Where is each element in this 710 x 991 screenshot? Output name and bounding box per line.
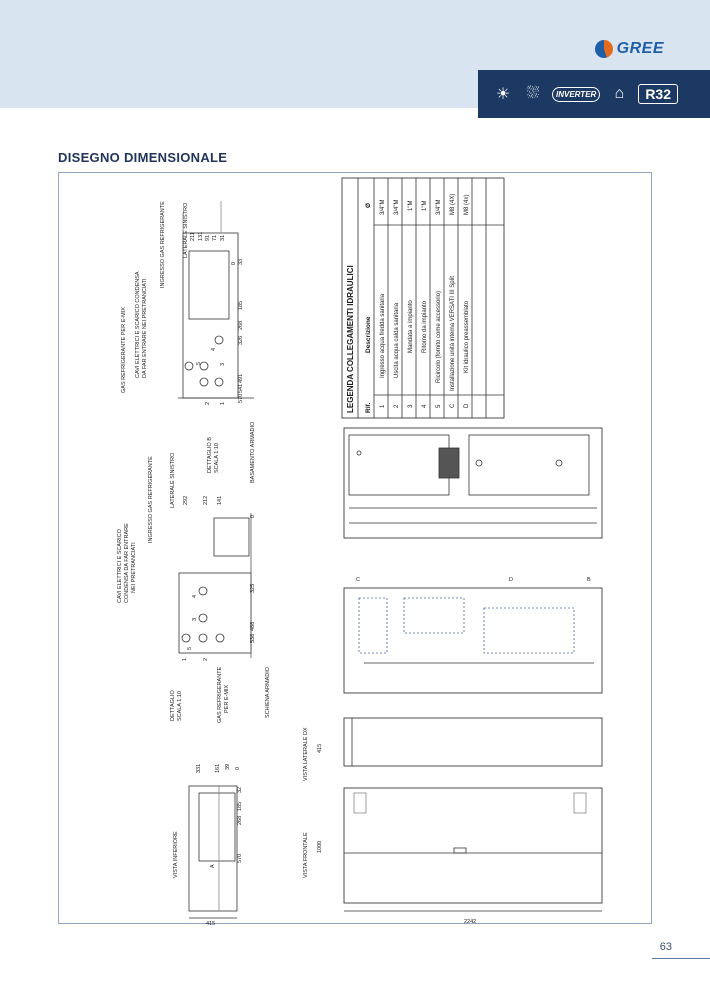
- dim-front-1000: 1000: [317, 840, 323, 853]
- dim-a-0: 0: [250, 514, 256, 518]
- port-b-1: 1: [220, 401, 226, 405]
- port-b-2: 2: [205, 401, 211, 405]
- label-ingresso-gas-a: INGRESSO GAS REFRIGERANTE: [148, 456, 154, 543]
- inverter-icon: INVERTER: [552, 87, 600, 102]
- dim-inf-39: 39: [225, 763, 231, 770]
- detail-a-drawing: [179, 513, 251, 658]
- legend-row-2-desc: Uscita acqua calda sanitaria: [394, 302, 400, 378]
- port-a-2: 2: [203, 657, 209, 661]
- label-gas-emix-b: GAS REFRIGERANTE PER E-MIX: [121, 307, 127, 393]
- cabinet-base-view-drawing: [344, 428, 602, 538]
- legend-row-2-dim: 3/4"M: [394, 199, 400, 215]
- marker-b: B: [587, 577, 591, 583]
- label-schiena: SCHIENA ARMADIO: [265, 666, 271, 718]
- legend-row-c-dim: M8 (4X): [450, 193, 456, 215]
- port-b-5: 5: [196, 361, 202, 365]
- page-rule: [652, 958, 710, 959]
- label-vista-frontale: VISTA FRONTALE: [303, 832, 309, 878]
- label-ingresso-gas-b: INGRESSO GAS REFRIGERANTE: [160, 201, 166, 288]
- port-a-1: 1: [182, 657, 188, 661]
- label-dettaglio-a-2: SCALA 1:10: [177, 691, 183, 721]
- dim-inf-185: 185: [237, 801, 243, 811]
- dim-b-541: 541: [238, 383, 244, 393]
- label-gas-emix-a-1: GAS REFRIGERANTE: [217, 666, 223, 723]
- legend-header-ref: Rif.: [365, 402, 372, 413]
- dim-b-185: 185: [238, 300, 244, 310]
- shower-icon: ⛆: [526, 85, 540, 102]
- legend-row-1-dim: 3/4"M: [380, 199, 386, 215]
- label-vista-inferiore: VISTA INFERIORE: [173, 831, 179, 878]
- label-laterale-sinistro-b: LATERALE SINISTRO: [183, 202, 189, 258]
- dim-a-212: 212: [203, 495, 209, 505]
- dim-b-268: 268: [238, 320, 244, 330]
- dim-inf-415: 415: [206, 921, 216, 925]
- legend-row-5-desc: Ricircolo (fornito come accessorio): [436, 290, 442, 383]
- dim-inf-161: 161: [215, 763, 221, 773]
- legend-row-3-ref: 3: [408, 404, 414, 408]
- page-title: DISEGNO DIMENSIONALE: [58, 150, 228, 165]
- dim-b-491: 491: [238, 373, 244, 383]
- dim-b-211: 211: [190, 232, 196, 241]
- port-a-5: 5: [187, 646, 193, 650]
- port-a-3: 3: [192, 617, 198, 621]
- legend-title: LEGENDA COLLEGAMENTI IDRAULICI: [346, 265, 355, 413]
- marker-c: C: [356, 577, 360, 583]
- label-cavi-b-2: DA FAR ENTRARE NEI PRETRANCIATI: [142, 278, 148, 378]
- label-vista-laterale: VISTA LATERALE DX: [303, 727, 309, 781]
- label-dettaglio-a-1: DETTAGLIO: [170, 690, 176, 721]
- dim-b-326: 326: [238, 335, 244, 345]
- legend-row-1-ref: 1: [380, 404, 386, 408]
- dim-b-91: 91: [205, 234, 211, 241]
- legend-row-1-desc: Ingresso acqua fredda sanitaria: [380, 293, 386, 378]
- dim-inf-32: 32: [237, 786, 243, 793]
- legend-row-5-ref: 5: [436, 404, 442, 408]
- legend-text: [346, 194, 470, 413]
- legend-table: [342, 178, 504, 418]
- front-view-drawing: [344, 788, 602, 911]
- dim-inf-570: 570: [237, 853, 243, 863]
- dim-b-71: 71: [212, 234, 218, 241]
- smart-home-icon: ⌂: [614, 85, 625, 102]
- dim-inf-0: 0: [235, 766, 241, 770]
- legend-header-desc: Descrizione: [365, 316, 372, 353]
- brand-logo: [595, 40, 664, 58]
- legend-row-c-desc: Installazione unità interna VERSATI III Split: [450, 276, 456, 391]
- label-cavi-a-2: CONDENSA DA FAR ENTRARE: [124, 523, 130, 603]
- legend-row-2-ref: 2: [394, 404, 400, 408]
- brand-logo-text: GREE: [616, 40, 664, 57]
- port-a-4: 4: [192, 594, 198, 598]
- dim-a-141: 141: [217, 495, 223, 505]
- legend-header-dim: Ø: [365, 202, 372, 208]
- label-cavi-a-3: NEI PRETRANCIATI: [131, 542, 137, 593]
- page-number: 63: [659, 941, 672, 953]
- feature-icon-bar: [478, 70, 710, 118]
- legend-row-4-dim: 1"M: [422, 200, 428, 211]
- dim-b-131: 131: [198, 231, 204, 241]
- front-view-labels: [303, 577, 591, 925]
- legend-row-3-desc: Mandata a impianto: [408, 300, 414, 353]
- gree-logo-icon: [595, 40, 613, 58]
- dim-inf-268: 268: [237, 815, 243, 825]
- port-b-4: 4: [211, 347, 217, 351]
- label-dettaglio-b-2: SCALA 1:10: [214, 443, 220, 473]
- dim-b-33: 33: [238, 258, 244, 265]
- label-basamento: BASAMENTO ARMADIO: [250, 421, 256, 483]
- legend-row-d-desc: Kit idraulico preassemblato: [464, 300, 470, 373]
- dim-a-488: 488: [250, 621, 256, 631]
- bottom-view-labels: [173, 764, 243, 925]
- bottom-view-drawing: [189, 786, 237, 918]
- legend-row-3-dim: 1"M: [408, 200, 414, 211]
- marker-a: A: [210, 864, 216, 868]
- port-b-3: 3: [220, 362, 226, 366]
- label-cavi-b-1: CAVI ELETTRICI E SCARICO CONDENSA: [135, 271, 141, 378]
- label-cavi-a-1: CAVI ELETTRICI E SCARICO: [117, 529, 123, 603]
- refrigerant-icon: R32: [638, 84, 678, 104]
- dim-a-292: 292: [183, 495, 189, 505]
- legend-row-d-ref: D: [464, 403, 470, 408]
- legend-row-d-dim: M8 (4x): [464, 194, 470, 215]
- right-side-view-drawing: [344, 718, 602, 766]
- dim-lat-415: 415: [317, 743, 323, 753]
- label-dettaglio-b-1: DETTAGLIO B: [207, 437, 213, 473]
- detail-b-drawing: [178, 201, 254, 398]
- label-gas-emix-a-2: PER E-MIX: [224, 684, 230, 713]
- dimensional-drawing: [59, 173, 653, 925]
- dim-a-538: 538: [250, 633, 256, 643]
- label-laterale-sinistro-a: LATERALE SINISTRO: [170, 452, 176, 508]
- dim-front-2242: 2242: [464, 919, 477, 925]
- sun-heat-icon: ☀: [495, 86, 511, 103]
- dim-b-0: 0: [231, 261, 237, 265]
- dim-inf-331: 331: [196, 763, 202, 773]
- detail-b-labels: [121, 201, 256, 483]
- drawing-frame: [58, 172, 652, 924]
- detail-a-labels: [117, 452, 271, 723]
- marker-d: D: [509, 577, 513, 583]
- dim-b-570: 570: [238, 393, 244, 403]
- legend-row-4-ref: 4: [422, 404, 428, 408]
- legend-row-5-dim: 3/4"M: [436, 199, 442, 215]
- dim-a-325: 325: [250, 583, 256, 593]
- cabinet-back-view-drawing: [344, 588, 602, 693]
- legend-row-c-ref: C: [450, 403, 456, 408]
- dim-b-31: 31: [220, 234, 226, 241]
- legend-row-4-desc: Ritorno da impianto: [422, 300, 428, 353]
